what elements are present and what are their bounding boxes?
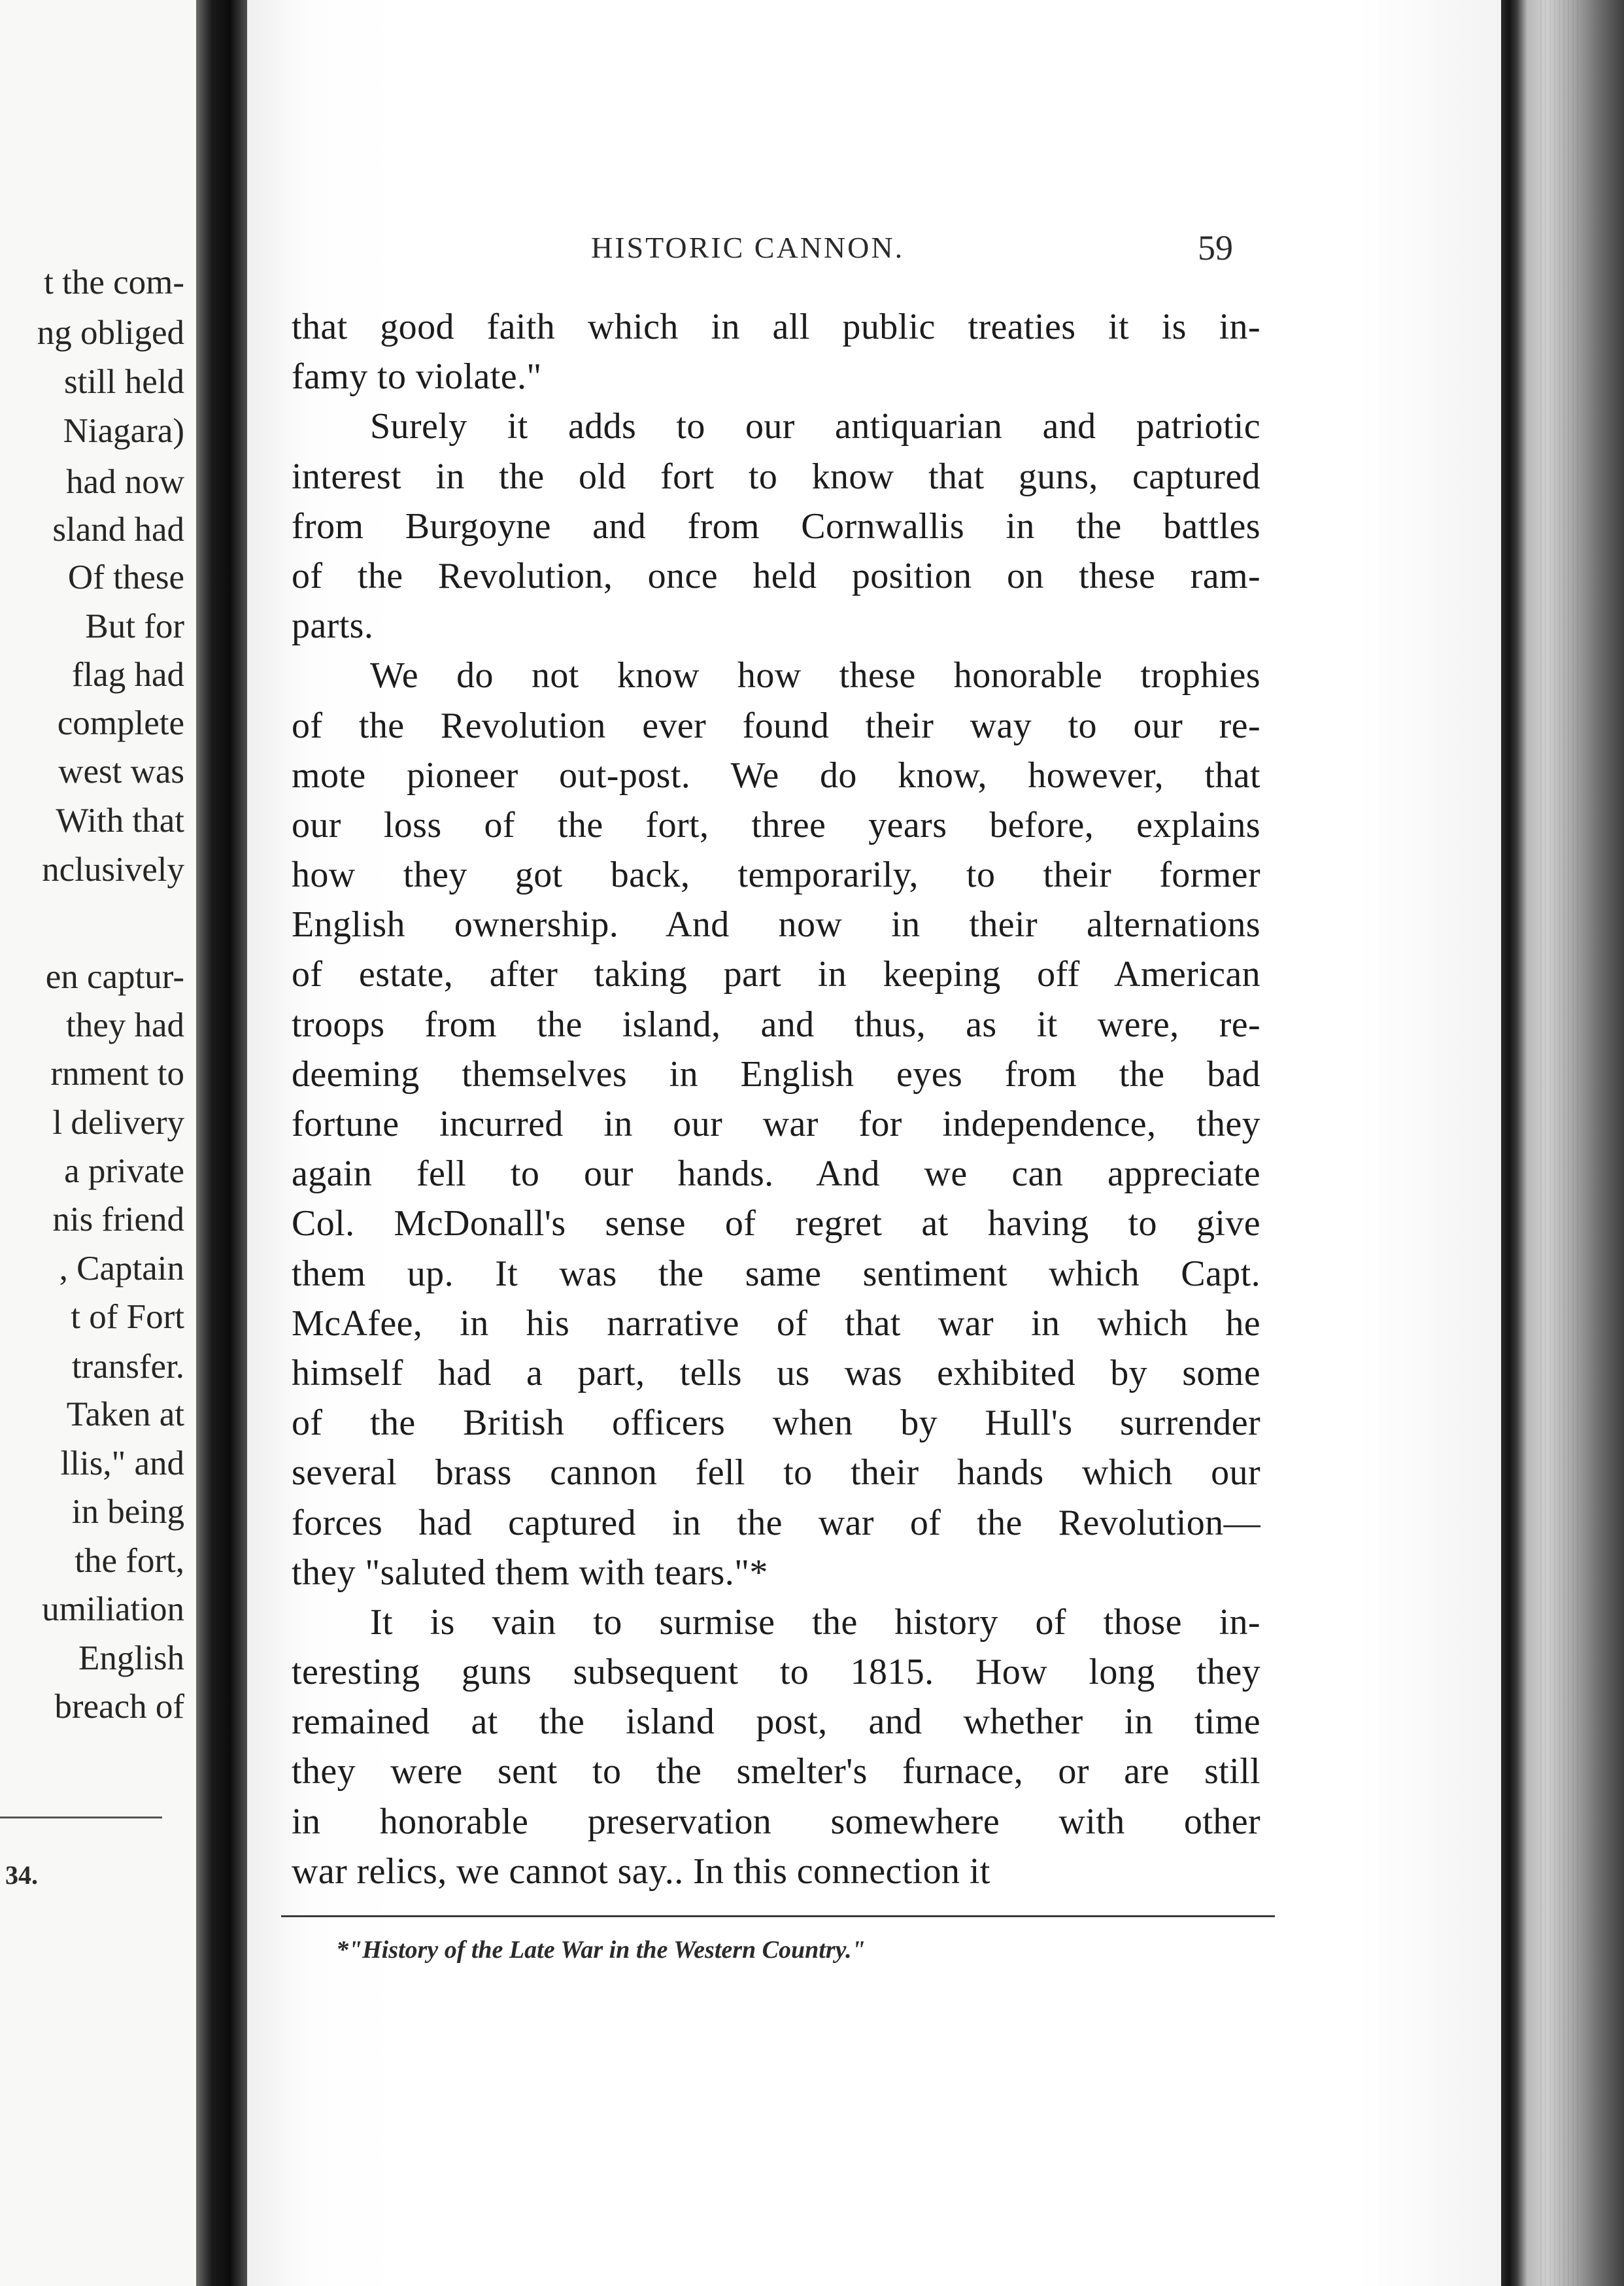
left-page-line: t the com- xyxy=(44,264,184,301)
text-line: himself had a part, tells us was exhibited by some xyxy=(292,1352,1260,1393)
page-edges xyxy=(1540,0,1580,2286)
left-page-line: sland had xyxy=(52,511,184,549)
text-line: teresting guns subsequent to 1815. How long they xyxy=(292,1652,1260,1693)
left-page-line: breach of xyxy=(54,1688,184,1726)
page-number: 59 xyxy=(1198,228,1233,267)
left-page-line: the fort, xyxy=(75,1542,184,1580)
text-line: forces had captured in the war of the Revolution— xyxy=(292,1502,1260,1543)
text-line: them up. It was the same sentiment which Capt. xyxy=(292,1253,1260,1294)
left-facing-page xyxy=(0,0,208,2286)
left-page-line: Taken at xyxy=(66,1395,184,1433)
text-line: famy to violate." xyxy=(292,356,542,398)
left-page-line: ng obliged xyxy=(37,314,184,352)
text-line: Surely it adds to our antiquarian and patriotic xyxy=(370,406,1260,447)
left-page-line: nclusively xyxy=(42,851,184,889)
text-line: fortune incurred in our war for independence, they xyxy=(292,1104,1260,1144)
text-line: our loss of the fort, three years before, explains xyxy=(292,804,1260,845)
text-line: war relics, we cannot say.. In this connection it xyxy=(292,1851,990,1892)
left-page-line: llis," and xyxy=(60,1444,184,1482)
body-text xyxy=(292,302,1260,1896)
left-page-line: With that xyxy=(56,802,184,840)
running-head: HISTORIC CANNON. xyxy=(591,231,905,264)
left-page-line: they had xyxy=(65,1006,184,1044)
text-line: Col. McDonall's sense of regret at having to give xyxy=(292,1203,1260,1244)
text-line: again fell to our hands. And we can appreciate xyxy=(292,1153,1260,1195)
text-line: parts. xyxy=(292,606,374,647)
page-59 xyxy=(247,0,1512,2286)
left-page-line: But for xyxy=(85,607,184,645)
text-line: remained at the island post, and whether in time xyxy=(292,1701,1260,1743)
left-page-line: transfer. xyxy=(71,1348,184,1386)
text-line: of the British officers when by Hull's surrender xyxy=(292,1403,1260,1444)
text-line: they "saluted them with tears."* xyxy=(292,1552,768,1593)
text-line: in honorable preservation somewhere with other xyxy=(292,1801,1260,1842)
text-line: troops from the island, and thus, as it were, re- xyxy=(292,1004,1260,1045)
text-line: they were sent to the smelter's furnace, or are still xyxy=(292,1751,1260,1792)
text-line: deeming themselves in English eyes from the bad xyxy=(292,1053,1260,1095)
footnote-rule xyxy=(281,1915,1275,1917)
left-page-line: rnment to xyxy=(50,1055,184,1093)
left-page-line: a private xyxy=(64,1152,184,1190)
text-line: McAfee, in his narrative of that war in which he xyxy=(292,1303,1260,1344)
text-line: that good faith which in all public treaties it is in- xyxy=(292,307,1260,347)
left-page-line: still held xyxy=(63,363,184,401)
text-line: of the Revolution, once held position on these ram- xyxy=(292,555,1260,596)
left-page-line: Of these xyxy=(67,558,184,596)
text-line: several brass cannon fell to their hands which our xyxy=(292,1452,1260,1493)
left-page-line: t of Fort xyxy=(71,1298,184,1336)
left-page-line: flag had xyxy=(71,656,184,694)
left-page-line: English xyxy=(78,1639,184,1677)
left-page-line: Niagara) xyxy=(63,412,184,450)
left-page-line: west was xyxy=(58,753,184,791)
left-page-line: en captur- xyxy=(45,958,184,996)
left-page-line: in being xyxy=(71,1493,184,1531)
text-line: mote pioneer out-post. We do know, however, that xyxy=(292,755,1260,796)
left-page-line: umiliation xyxy=(42,1590,184,1628)
left-page-line: , Captain xyxy=(59,1250,184,1288)
left-page-line: had now xyxy=(65,463,184,501)
footnote: *"History of the Late War in the Western Country." xyxy=(336,1936,866,1964)
left-footnote-rule xyxy=(0,1817,162,1818)
text-line: It is vain to surmise the history of those in- xyxy=(370,1601,1260,1643)
left-footnote-marker: 34. xyxy=(5,1860,38,1890)
text-line: of the Revolution ever found their way to our re- xyxy=(292,705,1260,746)
left-page-line: nis friend xyxy=(52,1201,184,1238)
text-line: from Burgoyne and from Cornwallis in the battles xyxy=(292,505,1260,547)
text-line: English ownership. And now in their alternations xyxy=(292,904,1260,946)
book-gutter xyxy=(196,0,248,2286)
text-line: We do not know how these honorable trophies xyxy=(370,655,1260,696)
text-line: interest in the old fort to know that guns, captured xyxy=(292,456,1260,497)
left-page-line: complete xyxy=(57,704,184,742)
text-line: how they got back, temporarily, to their former xyxy=(292,855,1260,896)
page-header xyxy=(247,230,1512,276)
left-page-line: l delivery xyxy=(52,1104,184,1142)
book-right-edge xyxy=(1501,0,1624,2286)
text-line: of estate, after taking part in keeping off American xyxy=(292,954,1260,995)
